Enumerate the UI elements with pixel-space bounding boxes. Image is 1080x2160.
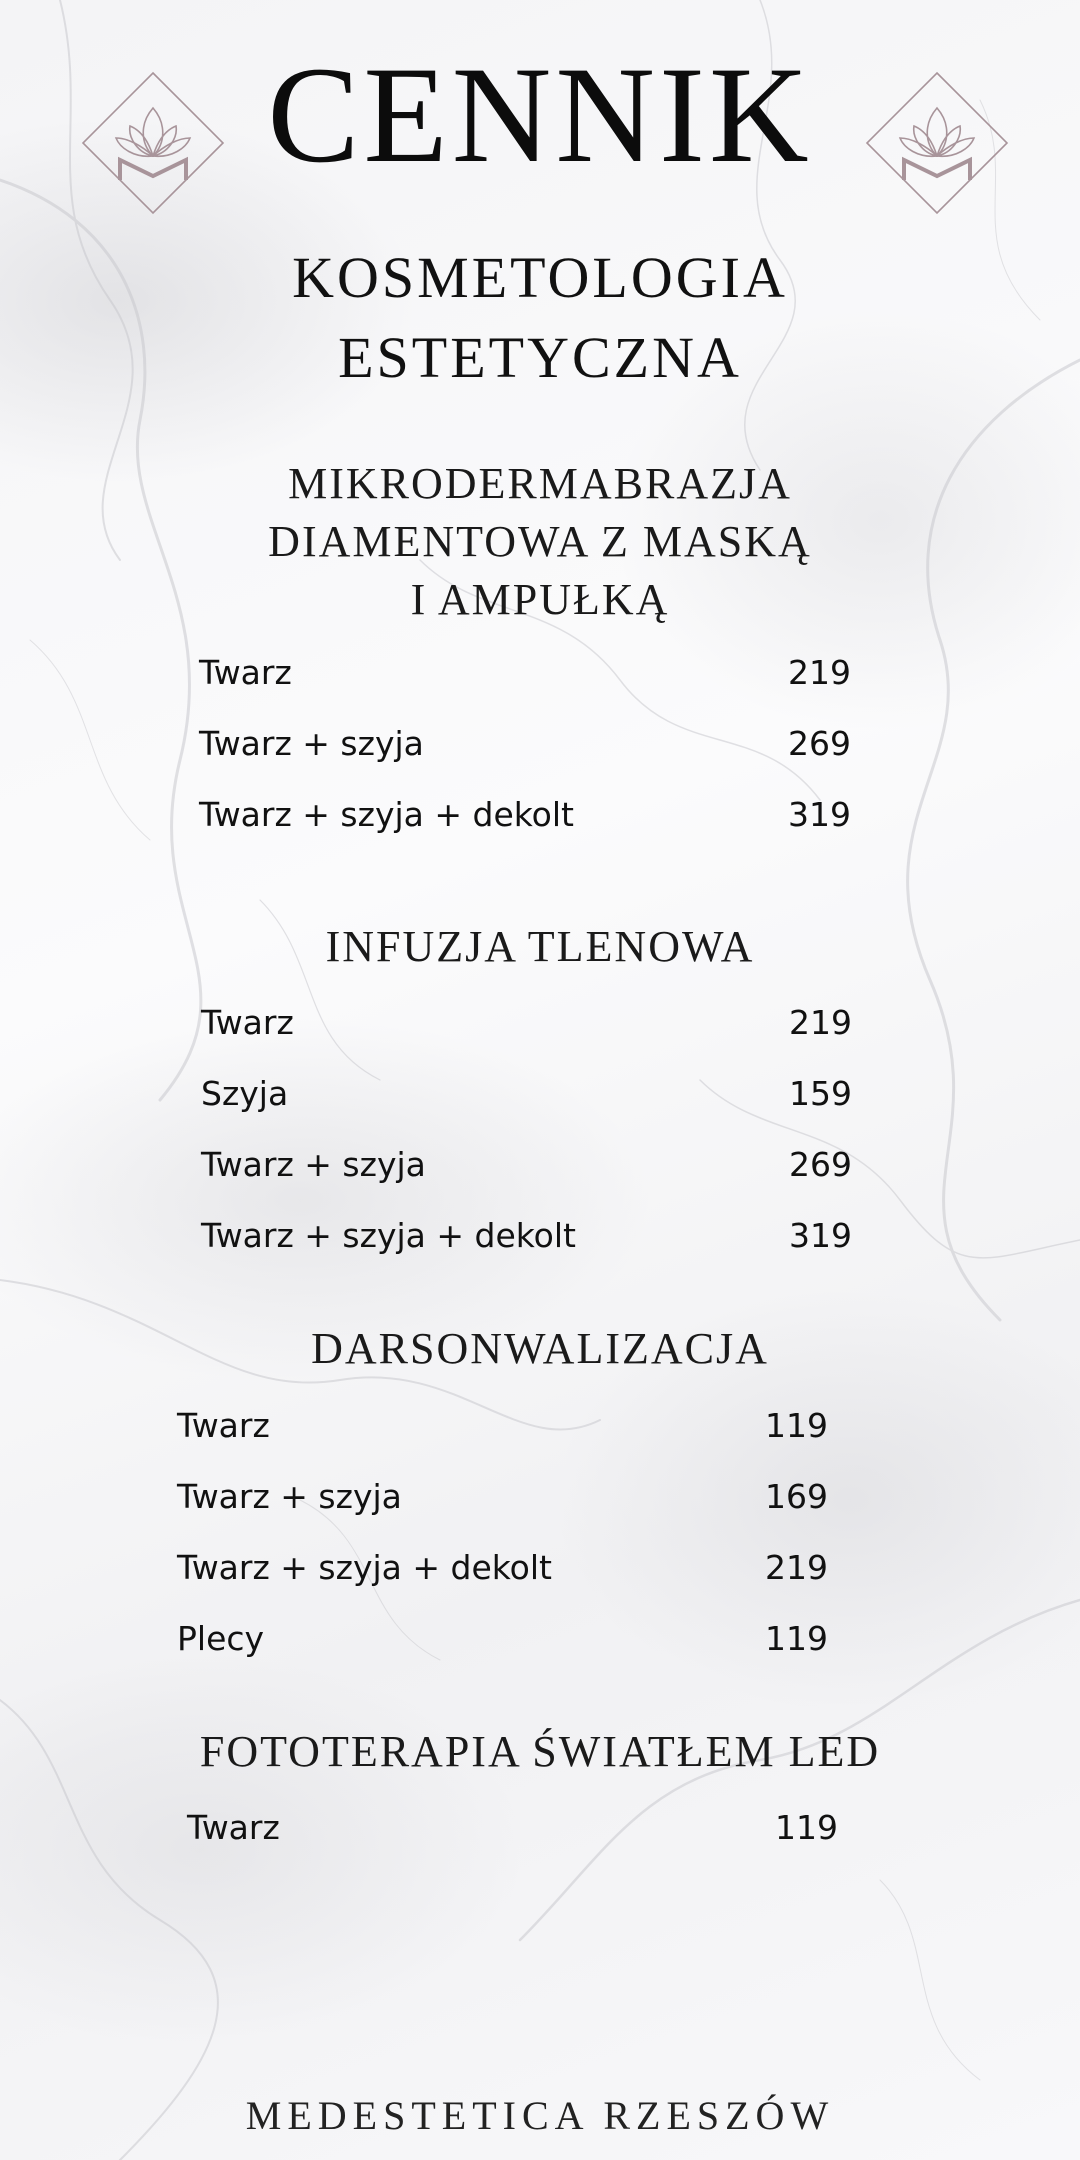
service-price: 269 [789,1145,852,1184]
service-name: Szyja [201,1074,289,1113]
price-row [177,1619,828,1690]
service-price: 159 [789,1074,852,1113]
service-name: Twarz + szyja + dekolt [199,795,574,834]
section-title-fototerapia [0,1723,1080,1781]
service-price: 169 [765,1477,828,1516]
price-row [177,1477,828,1548]
section-title-line: INFUZJA TLENOWA [325,922,755,971]
price-row [201,1145,852,1216]
section-title-darsonwalizacja [0,1320,1080,1378]
section-title-infuzja-tlenowa [0,918,1080,976]
price-row [199,724,851,795]
footer-brand: MEDESTETICA RZESZÓW [245,2093,835,2138]
price-row [201,1216,852,1287]
price-list-mikrodermabrazja [199,653,851,866]
price-row [177,1548,828,1619]
price-row [199,795,851,866]
page-title: CENNIK [267,38,813,191]
section-title-line: DIAMENTOWA Z MASKĄ [268,517,812,566]
section-title-line: DARSONWALIZACJA [311,1324,769,1373]
service-price: 219 [765,1548,828,1587]
section-title-line: MIKRODERMABRAZJA [288,459,792,508]
subtitle-line-2: ESTETYCZNA [338,325,742,390]
price-list-darsonwalizacja [177,1406,828,1690]
service-name: Twarz + szyja [177,1477,402,1516]
service-name: Twarz [187,1808,280,1847]
price-row [177,1406,828,1477]
section-title-mikrodermabrazja [0,455,1080,629]
service-price: 119 [775,1808,838,1847]
service-name: Twarz + szyja + dekolt [201,1216,576,1255]
service-price: 119 [765,1619,828,1658]
page-subtitle [0,238,1080,398]
subtitle-line-1: KOSMETOLOGIA [292,245,788,310]
service-name: Twarz + szyja [199,724,424,763]
service-name: Twarz [201,1003,294,1042]
service-name: Plecy [177,1619,265,1658]
service-name: Twarz + szyja + dekolt [177,1548,552,1587]
service-price: 119 [765,1406,828,1445]
price-list-fototerapia [187,1808,838,1879]
service-name: Twarz + szyja [201,1145,426,1184]
section-title-line: I AMPUŁKĄ [410,575,670,624]
price-list-infuzja-tlenowa [201,1003,852,1287]
service-price: 219 [788,653,851,692]
price-row [201,1003,852,1074]
price-row [199,653,851,724]
price-row [187,1808,838,1879]
service-price: 269 [788,724,851,763]
service-name: Twarz [199,653,292,692]
service-price: 319 [789,1216,852,1255]
service-price: 219 [789,1003,852,1042]
price-row [201,1074,852,1145]
service-name: Twarz [177,1406,270,1445]
service-price: 319 [788,795,851,834]
section-title-line: FOTOTERAPIA ŚWIATŁEM LED [199,1727,881,1776]
